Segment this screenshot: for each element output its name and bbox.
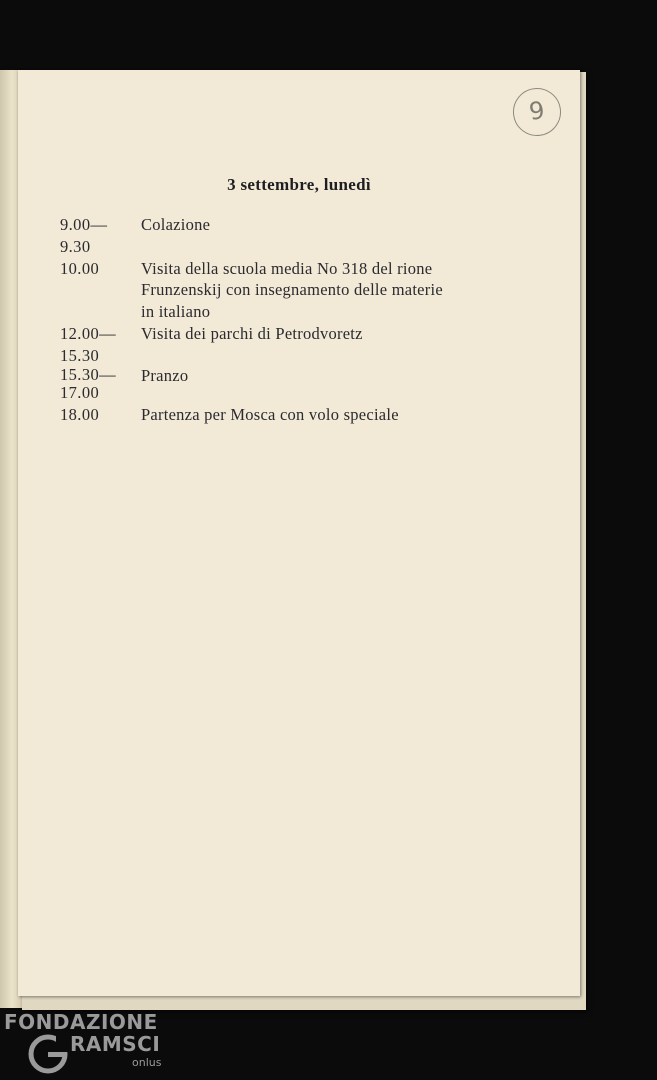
page-title: 3 settembre, lunedì	[227, 175, 371, 194]
schedule-description: Colazione	[141, 215, 211, 234]
schedule-description: Partenza per Mosca con volo speciale	[141, 405, 399, 424]
schedule-time: 15.30	[60, 346, 100, 365]
schedule-description: in italiano	[141, 302, 211, 321]
gramsci-logo-icon	[26, 1032, 70, 1076]
schedule-description: Frunzenskij con insegnamento delle materie	[141, 280, 443, 299]
schedule-description: Pranzo	[141, 366, 189, 385]
schedule-description: Visita dei parchi di Petrodvoretz	[141, 324, 363, 343]
watermark-line2: RAMSCI	[70, 1032, 161, 1056]
schedule-time: 9.00—	[60, 215, 108, 234]
schedule-time: 15.30—	[60, 365, 117, 384]
document-page	[18, 70, 580, 996]
schedule-description: Visita della scuola media No 318 del rione	[141, 259, 433, 278]
watermark-small: onlus	[132, 1056, 162, 1069]
schedule	[18, 70, 580, 996]
schedule-time: 9.30	[60, 237, 91, 256]
schedule-time: 10.00	[60, 259, 100, 278]
schedule-time: 17.00	[60, 383, 100, 402]
page-number-stamp: 9	[510, 85, 564, 139]
fondazione-gramsci-watermark	[4, 1010, 164, 1078]
schedule-time: 18.00	[60, 405, 100, 424]
schedule-time: 12.00—	[60, 324, 117, 343]
watermark-line1: FONDAZIONE	[4, 1010, 158, 1034]
